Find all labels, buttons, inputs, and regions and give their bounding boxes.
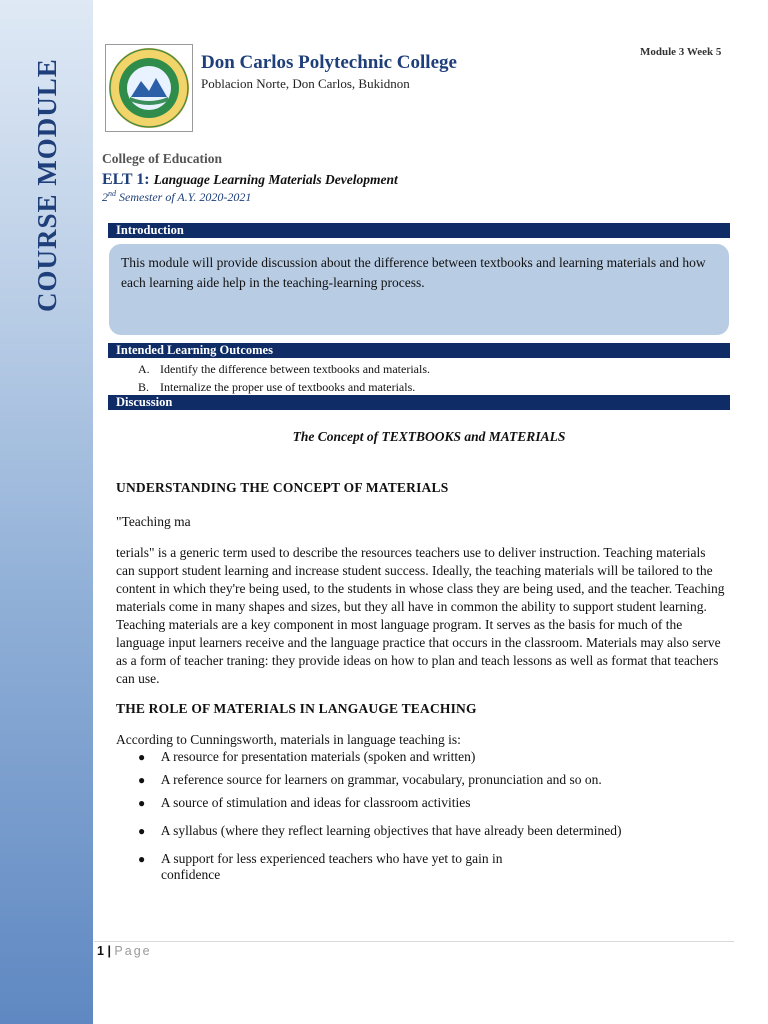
module-week-label: Module 3 Week 5 [640,46,722,58]
page-separator: | [107,944,111,958]
list-item [116,772,716,788]
course-code: ELT 1: [102,171,150,188]
outcome-item [138,360,430,378]
outcome-item [138,378,430,396]
list-item [116,823,716,839]
cunningsworth-intro: According to Cunningsworth, materials in language teaching is: [116,732,461,747]
semester-suffix: nd [108,189,116,198]
bullet-text: A resource for presentation materials (spoken and written) [160,749,476,764]
bullet-icon: ● [138,852,146,866]
bullet-text: A syllabus (where they reflect learning objectives that have already been determined) [160,823,622,838]
section-heading-materials: UNDERSTANDING THE CONCEPT OF MATERIALS [116,480,449,495]
outcomes-bar: Intended Learning Outcomes [108,343,730,358]
course-heading [102,171,398,189]
page-footer [97,944,152,958]
introduction-bar: Introduction [108,223,730,238]
college-seal-icon [106,45,192,131]
sidebar-title: COURSE MODULE [32,58,62,312]
outcome-text: Identify the difference between textbooks and materials. [160,362,431,376]
list-item [116,851,716,883]
college-address: Poblacion Norte, Don Carlos, Bukidnon [201,76,410,91]
college-logo [105,44,193,132]
college-name: Don Carlos Polytechnic College [201,52,457,73]
semester-text: Semester of A.Y. 2020-2021 [116,190,252,204]
bullet-icon: ● [138,773,146,787]
introduction-text: This module will provide discussion about the difference between textbooks and learning materials and how each learning aide help in the teaching-learning process. [121,255,706,290]
department-label: College of Education [102,151,222,166]
bullet-text: A source of stimulation and ideas for classroom activities [160,795,471,810]
course-title: Language Learning Materials Development [153,172,398,187]
semester-label [102,189,251,205]
introduction-box [109,244,729,335]
materials-paragraph: terials" is a generic term used to describe the resources teachers use to deliver instruction. Teaching materials can support student learning and increase student success. Ideally, the teaching materials will be tailored to the content in which they're being used, to the students in whose class they are being used, and the teacher. Teaching materials come in many shapes and sizes, but they all have in common the ability to support student learning. Teaching materials are a key component in most language program. It serves as the basis for much of the language input learners receive and the language practice that occurs in the classroom. Materials may also serve as a form of teacher traning: they provide ideas on how to plan and teach lessons as well as format that teachers can use. [116,545,725,686]
bullet-icon: ● [138,824,146,838]
page-number: 1 [97,944,104,958]
section-heading-role: THE ROLE OF MATERIALS IN LANGAUGE TEACHING [116,701,477,716]
bullet-text: A reference source for learners on grammar, vocabulary, pronunciation and so on. [160,772,602,787]
quote-start: "Teaching ma [116,514,191,529]
outcome-marker: A. [138,362,150,376]
concept-title: The Concept of TEXTBOOKS and MATERIALS [292,429,566,444]
list-item [116,749,716,765]
list-item [116,795,716,811]
outcome-text: Internalize the proper use of textbooks and materials. [160,380,416,394]
bullet-text: A support for less experienced teachers who have yet to gain in confidence [161,851,503,882]
bullet-icon: ● [138,796,146,810]
footer-divider [94,941,734,942]
bullet-icon: ● [138,750,146,764]
page-label: Page [114,944,152,958]
discussion-bar: Discussion [108,395,730,410]
outcome-marker: B. [138,380,150,394]
semester-number: 2 [102,190,108,204]
outcomes-list [138,360,430,396]
